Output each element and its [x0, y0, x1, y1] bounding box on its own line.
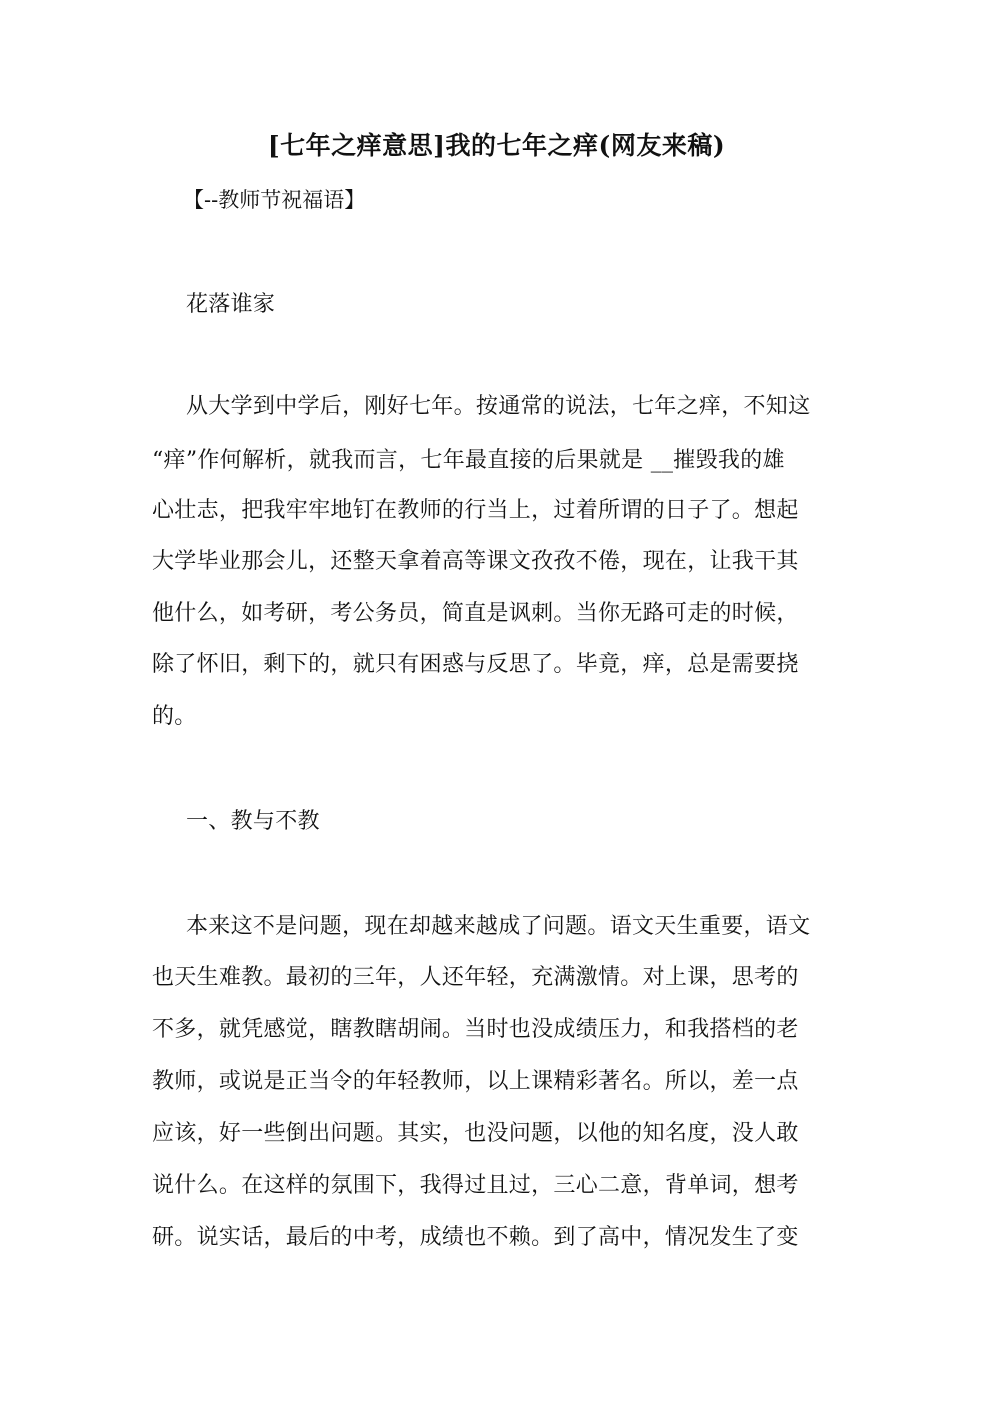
paragraph-line: 不多，就凭感觉，瞎教瞎胡闹。当时也没成绩压力，和我搭档的老: [152, 1017, 799, 1042]
paragraph-line: 的。: [152, 704, 197, 729]
paragraph-line: 说什么。在这样的氛围下，我得过且过，三心二意，背单词，想考: [152, 1173, 799, 1198]
paragraph-line: 研。说实话，最后的中考，成绩也不赖。到了高中，情况发生了变: [152, 1225, 799, 1250]
paragraph-line: 大学毕业那会儿，还整天拿着高等课文孜孜不倦，现在，让我干其: [152, 549, 799, 574]
paragraph-line: 除了怀旧，剩下的，就只有困惑与反思了。毕竟，痒，总是需要挠: [152, 652, 799, 677]
paragraph-line: 本来这不是问题，现在却越来越成了问题。语文天生重要，语文: [186, 914, 811, 939]
paragraph-line: 心壮志，把我牢牢地钉在教师的行当上，过着所谓的日子了。想起: [152, 498, 799, 523]
document-subtitle: 【--教师节祝福语】: [183, 188, 366, 212]
paragraph-line: 从大学到中学后，刚好七年。按通常的说法，七年之痒，不知这: [186, 394, 811, 419]
paragraph-line: 教师，或说是正当令的年轻教师，以上课精彩著名。所以，差一点: [152, 1069, 799, 1094]
author-name: 花落谁家: [186, 292, 276, 317]
paragraph-line: 应该，好一些倒出问题。其实，也没问题，以他的知名度，没人敢: [152, 1121, 799, 1146]
document-title: [七年之痒意思]我的七年之痒(网友来稿): [267, 131, 726, 160]
paragraph-line: 他什么，如考研，考公务员，简直是讽刺。当你无路可走的时候，: [152, 601, 799, 626]
section-heading: 一、教与不教: [186, 809, 320, 834]
paragraph-line: “痒”作何解析，就我而言，七年最直接的后果就是 __摧毁我的雄: [152, 448, 785, 473]
paragraph-line: 也天生难教。最初的三年，人还年轻，充满激情。对上课，思考的: [152, 965, 799, 990]
